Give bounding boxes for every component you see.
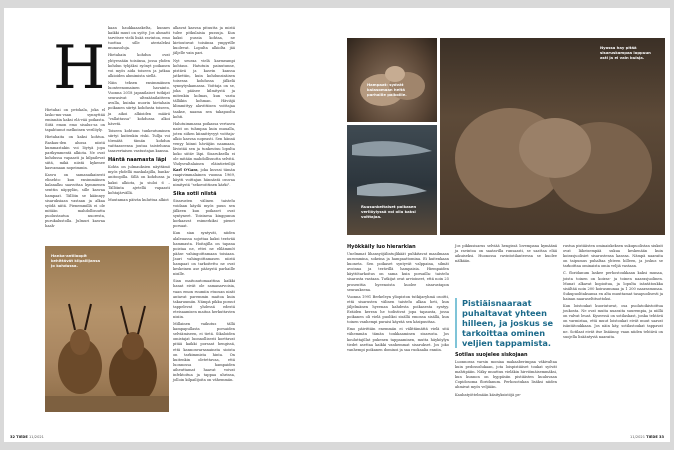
pull-quote: Pistiäisnaaraat puhaltavat yhteen hilleen, ja joskus se tarkoittaa ominen veljien tappamista. (455, 298, 557, 348)
paragraph: Sisarusten välinen taistelu voidaan käydä myös puun sen jälkeen kun poikaset ovat syntyneet. Toisinesa kinggunun korkaavat esimerkiksi pienet porsaat. (173, 198, 235, 229)
paragraph: Vuonna 1991 Berkeleyn yliopiston tutkijaryhmä osoitti, että sisarusten välinen taistelu alkaa heti, kun jäljelmänen hyeenan kahdesta poikasesta syntyy. Eräiden kerran he todistivat jopa tapausta, jossa poikanen oli vielä puoliksi sisällä emonsa sisällä, kun toinen vanhempi puraisi käyrää sen käsipuuttaa. (347, 294, 449, 325)
paragraph: Hietahaita on kaksi kohtua. Raskau-den alussa niistä kummastakin voi löytyä jopa parikymmentä alkiota. Ne ovat kohdussa vapaasti ja kilpailevat siitä, mikä niistä kykenee kasvamaan nopeimmin. (45, 135, 105, 171)
antelope-photo (45, 246, 169, 412)
magazine-name: TIEDE (16, 435, 28, 439)
left-footer (10, 435, 44, 439)
section-heading: Hyökkäily luo hierarkian (347, 244, 416, 250)
section-heading: Sika sotii niistä (173, 190, 217, 197)
paragraph: Kaubatyöttelmään käsityksistöjä pe- (455, 392, 521, 397)
right-column-1 (347, 244, 449, 355)
paragraph: Unelmmat lihansyöjälintujlikäät puhkitavat maailmaan aurommina, sokeina ja hampaattomina. Ei kuitenkaan kuoneta. Sen poikaset syntyvät valppaina, silmät avoinna ja terävillä hampaisia. Hiempaiden käyttötarkoitus on sama kuin porsailla: taistelu sisarusta vastaan. Tutkijat ovat arvioineet, että noin 25 prosenttia hyeenoista kuolee sisarustapon seurauksena. (347, 252, 449, 292)
section-heading: Häntä naamasta läpi (108, 157, 167, 164)
left-column-2 (108, 26, 170, 205)
paragraph: Sian maitoautomaattina kaikki hanat eivät ole samanarvoisia, vaan emon ruumiin etuosan nisät antavat paremmin maitoa kuin takaruumiin. Nämpä pikku possut tappelevat yhdessä edestä eteisaamisen maitoa herkuttavien nisiin. (173, 279, 236, 319)
page-number: 32 (10, 435, 16, 439)
photo-caption: Ruusunkeltaiset poikasen verilöylyssä voi olla kaksi voittajaa. (361, 204, 417, 219)
hippo-illustration (440, 38, 665, 235)
antelope-illustration (45, 246, 169, 412)
paragraph: Emo päivittäin enemmän ei välittämättä vielä sitä vähemmän tämän toukkaaminen sisarusta. Jos kouluttajillat pukenen tappaaminen, mutta häyköylyn tiedet asettaa kaikki vanhemmat sisarukset. Jos joko vanhempi poikanen dominoi ja saa ruokaalia enniin. (347, 327, 449, 352)
paragraph: Luonnossa varsin moniaa makaaberimpaa väkivaltaa kuin pedosuslukaan, jota loispistiäiset toukat syövät mahtipäiin. Näky muuttuu vieläkin hirviömäisemmäksi, kun kunnon on hyppäsiin pistiäisten kuuluvaan Copidosoma floridanum. Perhosotukan lisäksi niiden ahmivat myös veljiään. (455, 360, 557, 390)
paragraph: rustua pistiäisten ominaiskeksen sukupuolistan siuksit ovat läheisempää sukua keskenään kuin koirasjuolisiet sisarustensa kanssa. Nämpä naaraita on taipumus puhaltaa yhteen hilleen, ja joskus se tarkoittaa ominaista omia veljiä vastaan. (563, 244, 663, 269)
paragraph: alkavat kasvaa pituutta ja mistä tulee pitkulaisia pussuja. Kun kaksi pussia kohtaa, ne kietoutuvat toisiinsa ympyrille kuolevat. Lopulta alkiolta jää jäljelle vain pari. (173, 26, 235, 56)
drop-cap: H (53, 33, 106, 103)
paragraph: Kun sian syntyvät, niiden alaleuassa sojottaa kaksi terävää hammasta. Hoitajilla on tapana poistaa ne, ettei ne elilämmöt pääse vahingoittamaan toisiaan. Jauri vahingoittamasen niistä hampaat on tarkoitettu ne ovat keskeinen ase pääsystä parhaille nisille. (173, 231, 235, 277)
paragraph: Millainen vaikutus tällä kampapullasta porsaiden selviämiseen, ei tietä. Sikaloiden omistajat luonnollisesti koettavat pitää kaikki porsaat hengissä, että kannonvarsanainsta sioista on tarkimmista hinta. On kuitenkin oletettavaa, että luonnossa hampaiden aiheuttamat haavat voivat infektoitua ja tappaa uhrinsa, jolloin kilpailijoita on vähemmän. (173, 322, 235, 383)
paragraph: kaan haukkaaaskelta, kunnes kaikki muut on syöty. Jos ahmatti tarvitsee vielä lisää ravintoa, emo tuottaa sille aterialeksi munasoluja. (108, 26, 170, 51)
hippo-photo (440, 38, 665, 235)
left-column-3 (173, 26, 235, 385)
name-highlight: Karl O'Gara (173, 167, 198, 172)
magazine-name: TIEDE (646, 435, 658, 439)
right-page (337, 8, 670, 442)
right-footer (630, 435, 664, 439)
paragraph: Nyt seuraa vielä karmeampi kohtaus. Hatutuin painutunne, pistävä ja kasvin kanssa jatkettiin, kuin kohdunsisäisen toisessa kohdussa jälkelä synnytyskamassa. Voittaja on se, joka pääsee kilmitystä ja mitenkin kolmas, kun vasta tälläkin kohman. Häviäjä klimmittyy alavittiisen voittajaa taakse, naama sen takapuolta kohti. (173, 58, 235, 119)
section-heading: Sotilas suojelee siskojaan (455, 352, 528, 358)
paragraph: Kohta on julmauksien näyttämö myös yhdellä maskalajilla, banka-anitoopilla. Sillä on kohdussa ja kaksi alkiota, ja siuloi 6 – Tällöinta ajetellä vapaasti kohtajärvällä. (108, 165, 170, 195)
photo-caption: Hampaat: sydvät kalasomaan heitä parhaille paikoille. (367, 82, 407, 97)
hamster-illustration (347, 38, 437, 122)
left-column-1 (45, 108, 105, 231)
issue-number: 11/2021 (29, 435, 44, 439)
paragraph: Hietahai on petokala, joka el lasko-mu-vaan synnyttää eminnäin kaksi elä-vää poikasta. Siitä emon emo sisalus-sa on tapahtunut melkoinen verilöyly. (45, 108, 105, 133)
photo-caption: Hanka-antiloopit kehittävät kilpailijansa jo kohdussa. (51, 253, 101, 268)
paragraph: C. floridanum laskee perhostoukkaan kaksi munaa, joista toinen on koiras- ja toinen naarasjuolinen. Munat alkavat kopioitua, ja lopulta isäntätoukka sisältää noin 200 koirasmunaa ja 1 200 naarasmunaa. Sukupuolitaksansa en alta muuttamat tasapuolisesti ja hainan naaraseltitsottoksi. (563, 271, 663, 301)
paragraph: Jos pikkusisarus selviää hengissä lovempana kymääxä ja ravintoa on saatavilla runsaasti, se saattaa elää aikuiseksi. Huonossa ravintotilanteessa se kuolee nälkään. (455, 244, 557, 264)
paragraph: Muutaman päivän kuluttua alkiot (108, 197, 169, 202)
paragraph: Toiseen kohtuun tunkeutuminen siirtyi kuitenkin riski. Tullja voi törmätä tämän kohdun vaittaaseensa joutua taistelunsa tasavertaisen vastustajan kanssa. (108, 128, 170, 154)
paragraph: Näin teksen ensimmäinen luonteenomainen havainto. Vuonna 2018 japanilaiset tutkijat seurasivat ultraäänilaitteen avulla, kuinka nuorin hietahain poikanen siirtyi kohdusta toiseen, ja aikoi alkioiden määrä "vallattassa" kohdussa alkoi hävetä. (108, 80, 170, 126)
paragraph: Hietahain kohdun ovat yhtyessään toisiinsa, jossa yhden kohdun tyhjäksi syönyt poikanen voi myös aida toiseen ja jatkaa alkioiden ahmimista siellä. (108, 53, 170, 78)
paragraph: Kasvu on samanaikaisesti elinehto: kun ensimmäinen kalanalku saavuttaa kymmenen senttin näppylän, sille kasvaa hampaat. Tällöin se käännyy sisaruksiaan vastaan ja alkaa syödä niitä. Pienemmillä ei ole mitään mahdollisuutta puolustautua nuoresta, purukalustolla. Julmuri kasvaa haah- (45, 173, 105, 229)
shark-photo (347, 125, 437, 235)
hamster-photo (347, 38, 437, 122)
issue-number: 11/2021 (630, 435, 645, 439)
left-page (4, 8, 337, 442)
right-column-2b (455, 352, 557, 400)
photo-caption: Nyossa hay pitää sisaruskampaa loppuun asti ja ei vain bulsja. (600, 45, 651, 60)
paragraph: Kun loistoukat kuoriutuvat, osa puolatoikistoittua joukosta. Ne ovat muita nuaraita suurempia, ja niillä on valvat leuat. Kyseessä on sotilaskast, jonka tehtävä on varmistaa, että muut loistoukat eivät muut saavat isäntätoukkaan. Jos näin käy, sotilastoukat tappavat ne. Sotilaat eivät itse lisäänny, vaan niiden tehtävä on suojella lisääntyviä naaraita. (563, 304, 663, 339)
paragraph: Halutuimmassa poikassa vertasva naist on tuhmpaa kuin muualla, joten siihen kiinnittyvyyt voittaja-alkio kasvaa nopeasti. Sen hännä venyy kiinni häviäjän naamaan, lävistää sen ja tunkeutuu lopulta koko siitäv läpi. Sisaruksella ei ole mitään mahdollisuutta selvitä. Yhdysvaltalainen eläintieteilijä Karl O'Gara, joka kuvasi tämän raapivimmalainen vuonna 1969, käytti voittajan hännästä osuvaa nimitystä "sekovoittinen kärki". (173, 121, 236, 187)
page-number: 33 (658, 435, 664, 439)
right-column-3 (563, 244, 663, 342)
right-column-2 (455, 244, 557, 266)
